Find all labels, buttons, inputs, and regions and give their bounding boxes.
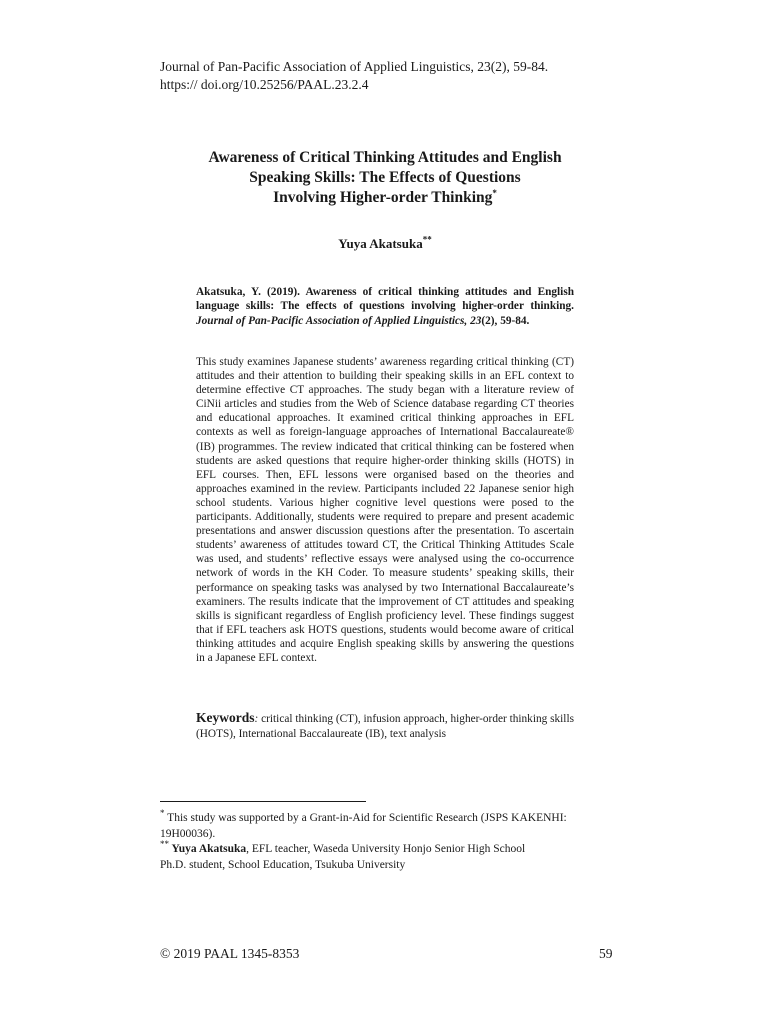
footnote-1-marker: * — [160, 808, 165, 819]
doi-link[interactable]: https:// doi.org/10.25256/PAAL.23.2.4 — [160, 77, 369, 92]
keywords-separator: : — [254, 713, 259, 725]
author-name — [160, 236, 610, 252]
abstract: This study examines Japanese students’ awareness regarding critical thinking (CT) attitudes and their attention to building their speaking skills in an EFL context to determine effective CT approaches. The study began with a literature review of CiNii articles and studies from the Web of Science database regarding CT theories and educational approaches. It examined critical thinking approaches in EFL contexts as well as foreign-language approaches of International Baccalaureate® (IB) programmes. The review indicated that critical thinking can be fostered when students are asked questions that require higher-order thinking skills (HOTS) in EFL courses. Then, EFL lessons were organised based on the theories and approaches examined in the review. Participants included 22 Japanese senior high school students. Various higher cognitive level questions were posed to the participants. Additionally, students were required to prepare and present academic presentations and answer discussion questions after the presentation. To ascertain students’ awareness of attitudes toward CT, the Critical Thinking Attitudes Scale was used, and students’ reflective essays were analysed using the co-occurrence network of words in the KH Coder. To measure students’ speaking skills, their performance on speaking tasks was analysed by two International Baccalaureate’s examiners. The results indicate that the improvement of CT attitudes and speaking skills is significant regardless of English proficiency level. These findings suggest that if EFL teachers ask HOTS questions, students would become aware of critical thinking attitudes and acquire English speaking skills by answering the questions in a Japanese EFL context. — [196, 356, 574, 664]
citation-text: Akatsuka, Y. (2019). Awareness of critical thinking attitudes and English language skills: The effects of questions involving higher-order thinking. — [196, 286, 574, 313]
title-line-3-text: Involving Higher-order Thinking — [273, 189, 493, 206]
journal-citation: Journal of Pan-Pacific Association of Applied Linguistics, 23(2), 59-84. — [160, 59, 549, 74]
article-title — [160, 148, 610, 208]
citation-pages: (2), 59-84. — [481, 314, 530, 327]
footnote-2-line-1 — [160, 839, 615, 858]
keywords-label: Keywords — [196, 710, 255, 725]
title-line-3 — [160, 188, 610, 208]
footnote-1-text: This study was supported by a Grant-in-Aid for Scientific Research (JSPS KAKENHI: 19H00036). — [160, 812, 567, 840]
footnote-2-affiliation: , EFL teacher, Waseda University Honjo Senior High School — [246, 843, 526, 855]
keywords-text: critical thinking (CT), infusion approach, higher-order thinking skills (HOTS), International Baccalaureate (IB), text analysis — [196, 713, 574, 740]
footnote-2-author: Yuya Akatsuka — [169, 843, 247, 855]
title-footnote-marker: * — [492, 187, 497, 198]
citation-journal: Journal of Pan-Pacific Association of Applied Linguistics, 23 — [196, 314, 482, 327]
author-footnote-marker: ** — [422, 234, 432, 245]
keywords-block — [196, 711, 574, 741]
author-name-text: Yuya Akatsuka — [338, 236, 423, 251]
page-number: 59 — [599, 946, 613, 961]
footnote-2-marker: ** — [160, 839, 169, 850]
title-line-2: Speaking Skills: The Effects of Questions — [249, 169, 521, 186]
footnote-2-line-2: Ph.D. student, School Education, Tsukuba University — [160, 858, 406, 871]
title-line-1: Awareness of Critical Thinking Attitudes and English — [208, 149, 562, 166]
footnote-divider — [160, 801, 366, 802]
copyright-notice: © 2019 PAAL 1345-8353 — [160, 946, 300, 961]
footnote-2 — [160, 839, 615, 873]
citation-block — [196, 285, 574, 328]
footnote-1 — [160, 808, 615, 842]
